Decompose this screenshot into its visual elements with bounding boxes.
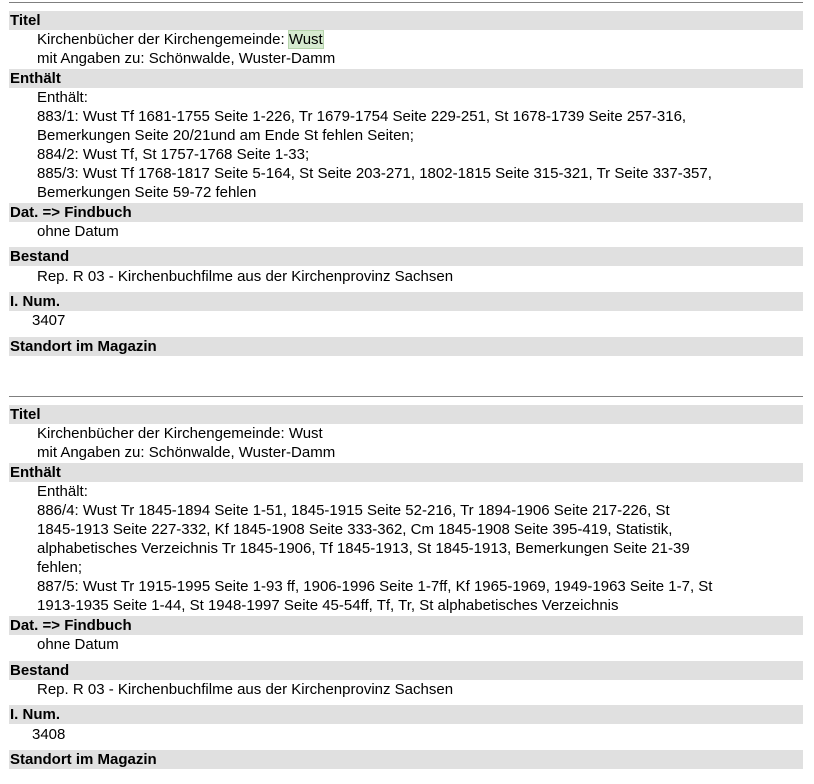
enthaelt-header: Enthält xyxy=(9,69,803,88)
record-3407 xyxy=(9,2,803,362)
bestand-header: Bestand xyxy=(9,247,803,266)
titel-header: Titel xyxy=(9,405,803,424)
enthaelt-line: 1845-1913 Seite 227-332, Kf 1845-1908 Seite 333-362, Cm 1845-1908 Seite 395-419, Statistik, xyxy=(37,521,673,538)
datum-value: ohne Datum xyxy=(37,636,119,653)
titel-line-1 xyxy=(37,30,323,49)
enthaelt-line: Enthält: xyxy=(37,483,88,500)
titel-prefix: Kirchenbücher der Kirchengemeinde: xyxy=(37,31,289,48)
enthaelt-line: 887/5: Wust Tr 1915-1995 Seite 1-93 ff, 1906-1996 Seite 1-7ff, Kf 1965-1969, 1949-1963 Seite 1-7, St xyxy=(37,578,713,595)
inum-header: I. Num. xyxy=(9,292,803,311)
inum-value: 3408 xyxy=(32,726,66,743)
bestand-value: Rep. R 03 - Kirchenbuchfilme aus der Kirchenprovinz Sachsen xyxy=(37,268,454,285)
bestand-header: Bestand xyxy=(9,661,803,680)
standort-header: Standort im Magazin xyxy=(9,750,803,769)
record-separator xyxy=(9,396,803,397)
datum-value: ohne Datum xyxy=(37,223,119,240)
standort-header: Standort im Magazin xyxy=(9,337,803,356)
datum-header: Dat. => Findbuch xyxy=(9,203,803,222)
record-separator xyxy=(9,2,803,3)
enthaelt-line: Bemerkungen Seite 20/21und am Ende St fehlen Seiten; xyxy=(37,127,414,144)
datum-header: Dat. => Findbuch xyxy=(9,616,803,635)
enthaelt-line: 885/3: Wust Tf 1768-1817 Seite 5-164, St Seite 203-271, 1802-1815 Seite 315-321, Tr Seite 337-357, xyxy=(37,165,712,182)
enthaelt-line: 1913-1935 Seite 1-44, St 1948-1997 Seite 45-54ff, Tf, Tr, St alphabetisches Verzeichnis xyxy=(37,597,619,614)
inum-header: I. Num. xyxy=(9,705,803,724)
enthaelt-line: 886/4: Wust Tr 1845-1894 Seite 1-51, 1845-1915 Seite 52-216, Tr 1894-1906 Seite 217-226, St xyxy=(37,502,670,519)
inum-value: 3407 xyxy=(32,312,66,329)
bestand-value: Rep. R 03 - Kirchenbuchfilme aus der Kirchenprovinz Sachsen xyxy=(37,681,454,698)
enthaelt-line: alphabetisches Verzeichnis Tr 1845-1906, Tf 1845-1913, St 1845-1913, Bemerkungen Seite 21-39 xyxy=(37,540,690,557)
enthaelt-line: Enthält: xyxy=(37,89,88,106)
search-highlight: Wust xyxy=(288,31,323,48)
titel-header: Titel xyxy=(9,11,803,30)
enthaelt-line: 883/1: Wust Tf 1681-1755 Seite 1-226, Tr 1679-1754 Seite 229-251, St 1678-1739 Seite 257-316, xyxy=(37,108,687,125)
enthaelt-line: 884/2: Wust Tf, St 1757-1768 Seite 1-33; xyxy=(37,146,310,163)
titel-line-1: Kirchenbücher der Kirchengemeinde: Wust xyxy=(37,425,323,442)
enthaelt-header: Enthält xyxy=(9,463,803,482)
enthaelt-line: Bemerkungen Seite 59-72 fehlen xyxy=(37,184,257,201)
titel-line-2: mit Angaben zu: Schönwalde, Wuster-Damm xyxy=(37,50,336,67)
titel-line-2: mit Angaben zu: Schönwalde, Wuster-Damm xyxy=(37,444,336,461)
enthaelt-line: fehlen; xyxy=(37,559,83,576)
record-3408 xyxy=(9,396,803,776)
